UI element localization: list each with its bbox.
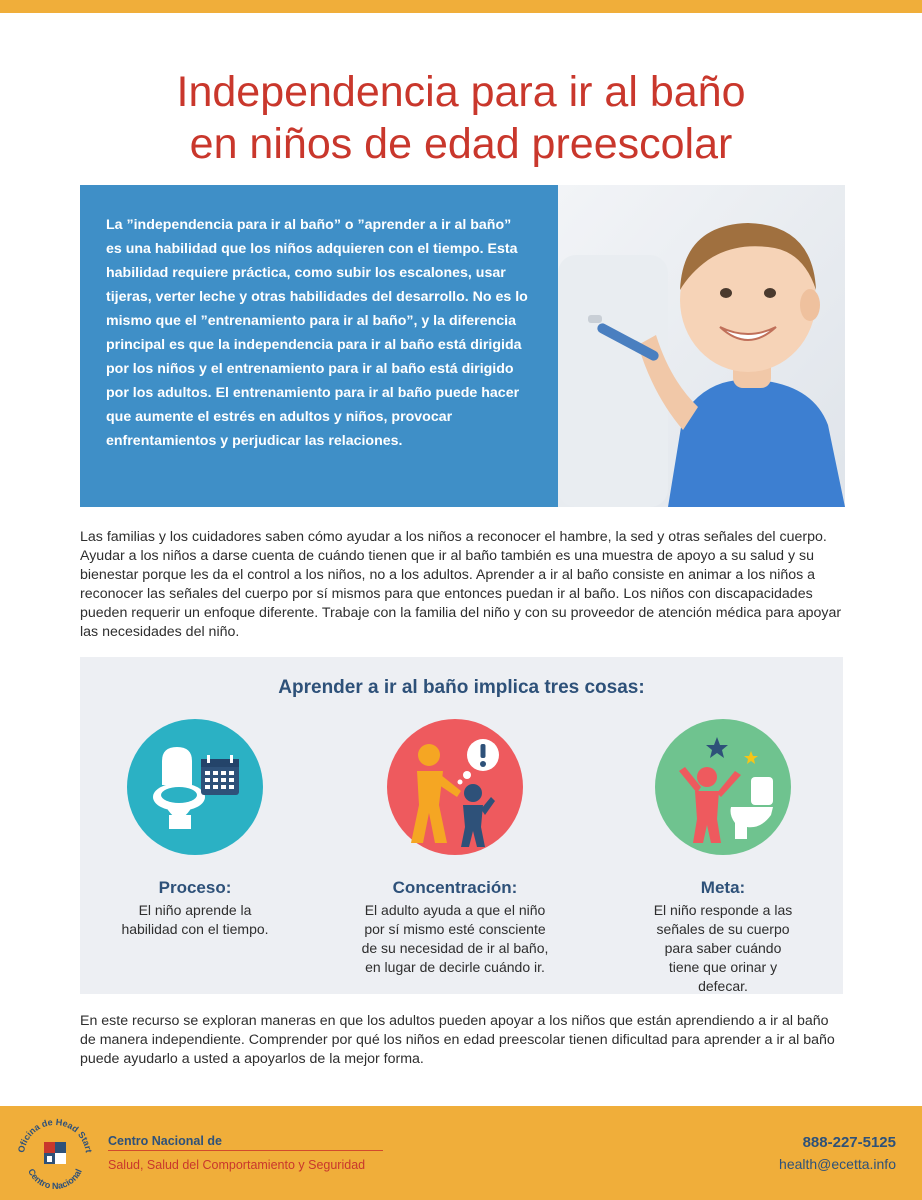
adult-child-alert-icon [387, 719, 523, 855]
footer-email[interactable]: health@ecetta.info [779, 1156, 896, 1172]
seal-bottom-text: Centro Nacional [26, 1166, 84, 1192]
three-things-panel [80, 657, 843, 994]
item-title-proceso: Proceso: [158, 878, 232, 897]
child-photo [558, 185, 845, 507]
org-divider [108, 1150, 383, 1151]
body-paragraph-2: En este recurso se exploran maneras en que los adultos pueden apoyar a los niños que están aprendiendo a ir al baño de manera independiente. Comprender por qué los niños en edad preescolar tienen dificultad para aprender a ir al baño puede ayudarlo a usted a apoyarlos de la mejor forma. [80, 1013, 835, 1067]
item-text-concentracion: El adulto ayuda a que el niño por sí mismo esté consciente de su necesidad de ir al baño, en lugar de decirle cuándo ir. [361, 902, 549, 975]
page-title-line1: Independencia para ir al baño [176, 68, 746, 116]
item-proceso [80, 719, 310, 939]
child-celebrating-toilet-icon [655, 719, 791, 855]
panel-heading: Aprender a ir al baño implica tres cosas: [278, 677, 645, 698]
page-title-line2: en niños de edad preescolar [189, 120, 733, 168]
seal-top-text: Oficina de Head Start [16, 1116, 94, 1154]
item-meta [608, 719, 838, 996]
top-accent-bar [0, 0, 922, 13]
item-text-proceso: El niño aprende la habilidad con el tiempo. [121, 902, 269, 937]
toilet-calendar-icon [127, 719, 263, 855]
item-text-meta: El niño responde a las señales de su cuerpo para saber cuándo tiene que orinar y defecar. [653, 902, 793, 994]
svg-text:Centro Nacional [26, 1167, 84, 1191]
body-paragraph-1: Las familias y los cuidadores saben cómo ayudar a los niños a reconocer el hambre, la sed y otras señales del cuerpo. Ayudar a los niños a darse cuenta de cuándo tienen que ir al baño también es una muestra de apoyo a su salud y su bienestar porque les da el control a los niños, no a los adultos. Aprender a ir al baño consiste en animar a los niños a reconocer las señales del cuerpo por sí mismos para que entonces puedan ir al baño. Los niños con discapacidades pueden requerir un enfoque diferente. Trabaje con la familia del niño y con su proveedor de atención médica para apoyar las necesidades del niño. [80, 529, 842, 640]
org-name-line1: Centro Nacional de [108, 1134, 222, 1148]
page-title [0, 66, 922, 170]
item-title-concentracion: Concentración: [392, 878, 518, 897]
footer-phone[interactable]: 888-227-5125 [802, 1134, 896, 1151]
head-start-seal-icon [14, 1116, 96, 1192]
footer [0, 1106, 922, 1200]
intro-box [80, 185, 558, 507]
org-name-line2: Salud, Salud del Comportamiento y Seguridad [108, 1158, 366, 1172]
intro-text: La ”independencia para ir al baño” o ”aprender a ir al baño” es una habilidad que los niños adquieren con el tiempo. Esta habilidad requiere práctica, como subir los escalones, usar tijeras, verter leche y otras habilidades del desarrollo. No es lo mismo que el ”entrenamiento para ir al baño”, y la diferencia principal es que la independencia para ir al baño está dirigida por los niños y el entrenamiento para ir al baño está dirigido por los adultos. El entrenamiento para ir al baño puede hacer que aumente el estrés en adultos y niños, provocar enfrentamientos y perjudicar las relaciones. [106, 217, 528, 449]
item-concentracion [340, 719, 570, 977]
item-title-meta: Meta: [700, 878, 746, 897]
